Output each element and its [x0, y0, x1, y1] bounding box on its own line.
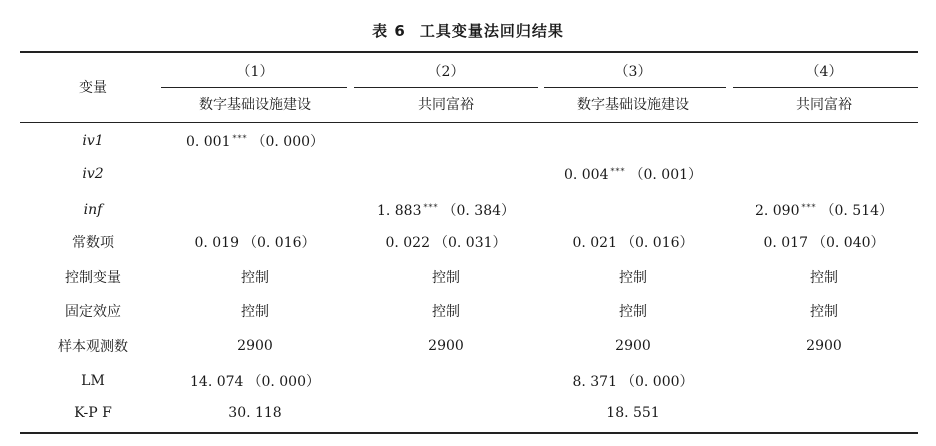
standard-error: （0. 384）	[442, 203, 516, 219]
cell-value: 2900	[806, 338, 842, 354]
table-cell	[572, 232, 693, 252]
row-label: 常数项	[72, 235, 114, 251]
column-dependent: 共同富裕	[418, 97, 474, 113]
column-dependent: 共同富裕	[796, 97, 852, 113]
table-cell	[806, 338, 842, 354]
standard-error: （0. 000）	[251, 134, 325, 150]
cell-value: 控制	[432, 304, 460, 320]
table-cell	[564, 164, 702, 184]
significance-stars: ***	[423, 203, 439, 212]
table-cell	[615, 338, 651, 354]
standard-error: （0. 016）	[621, 235, 694, 251]
table-cell	[385, 232, 506, 252]
cell-value: 控制	[810, 304, 838, 320]
standard-error: （0. 001）	[629, 167, 703, 183]
standard-error: （0. 000）	[247, 374, 320, 390]
cell-value: 0. 004	[563, 167, 609, 183]
row-label: iv2	[82, 166, 104, 182]
table-cell	[237, 338, 273, 354]
table-number: 表 6	[372, 22, 406, 40]
cell-value: 2900	[428, 338, 464, 354]
standard-error: （0. 016）	[243, 235, 316, 251]
standard-error: （0. 000）	[621, 374, 694, 390]
table-cell	[194, 232, 315, 252]
cell-value: 8. 371	[572, 374, 617, 390]
bottom-rule	[20, 432, 918, 434]
column-dependent: 数字基础设施建设	[199, 97, 311, 113]
cell-value: 30. 118	[228, 405, 282, 421]
cell-value: 0. 017	[763, 235, 808, 251]
table-cell	[572, 371, 693, 391]
significance-stars: ***	[232, 134, 248, 143]
row-label: 控制变量	[65, 270, 121, 286]
standard-error: （0. 514）	[820, 203, 894, 219]
table-cell	[432, 301, 460, 321]
row-label: iv1	[82, 133, 104, 149]
column-rule	[354, 87, 538, 88]
cell-value: 0. 021	[572, 235, 617, 251]
standard-error: （0. 031）	[434, 235, 507, 251]
cell-value: 控制	[619, 304, 647, 320]
table-cell	[755, 200, 893, 220]
table-cell	[432, 267, 460, 287]
table-cell	[606, 405, 659, 421]
row-label: LM	[81, 373, 105, 389]
table-cell	[241, 301, 269, 321]
column-rule	[733, 87, 918, 88]
row-label: K-P F	[74, 405, 112, 421]
table-cell	[810, 301, 838, 321]
cell-value: 控制	[241, 304, 269, 320]
table-cell	[241, 267, 269, 287]
column-dependent: 数字基础设施建设	[577, 97, 689, 113]
table-cell	[190, 371, 320, 391]
table-cell	[428, 338, 464, 354]
cell-value: 14. 074	[190, 374, 244, 390]
table-cell	[763, 232, 884, 252]
cell-value: 2. 090	[754, 203, 800, 219]
column-number: （3）	[614, 64, 652, 80]
table-cell	[619, 301, 647, 321]
row-label: 固定效应	[65, 304, 121, 320]
standard-error: （0. 040）	[812, 235, 885, 251]
top-rule	[20, 51, 918, 53]
column-rule	[544, 87, 726, 88]
cell-value: 0. 019	[194, 235, 239, 251]
cell-value: 控制	[810, 270, 838, 286]
cell-value: 控制	[432, 270, 460, 286]
cell-value: 18. 551	[606, 405, 660, 421]
column-rule	[161, 87, 347, 88]
significance-stars: ***	[801, 203, 817, 212]
table-cell	[186, 131, 324, 151]
cell-value: 2900	[237, 338, 273, 354]
variable-header: 变量	[79, 80, 107, 96]
significance-stars: ***	[610, 167, 626, 176]
row-label: inf	[83, 202, 103, 218]
table-cell	[377, 200, 515, 220]
column-number: （1）	[236, 64, 274, 80]
table-cell	[810, 267, 838, 287]
table-cell	[619, 267, 647, 287]
cell-value: 控制	[619, 270, 647, 286]
table-cell	[228, 405, 281, 421]
column-number: （4）	[805, 64, 843, 80]
header-rule	[20, 122, 918, 123]
cell-value: 控制	[241, 270, 269, 286]
column-number: （2）	[427, 64, 465, 80]
cell-value: 0. 022	[385, 235, 430, 251]
row-label: 样本观测数	[58, 339, 128, 355]
table-caption: 工具变量法回归结果	[419, 22, 564, 40]
cell-value: 1. 883	[376, 203, 422, 219]
cell-value: 2900	[615, 338, 651, 354]
table-title	[0, 20, 936, 41]
cell-value: 0. 001	[185, 134, 231, 150]
